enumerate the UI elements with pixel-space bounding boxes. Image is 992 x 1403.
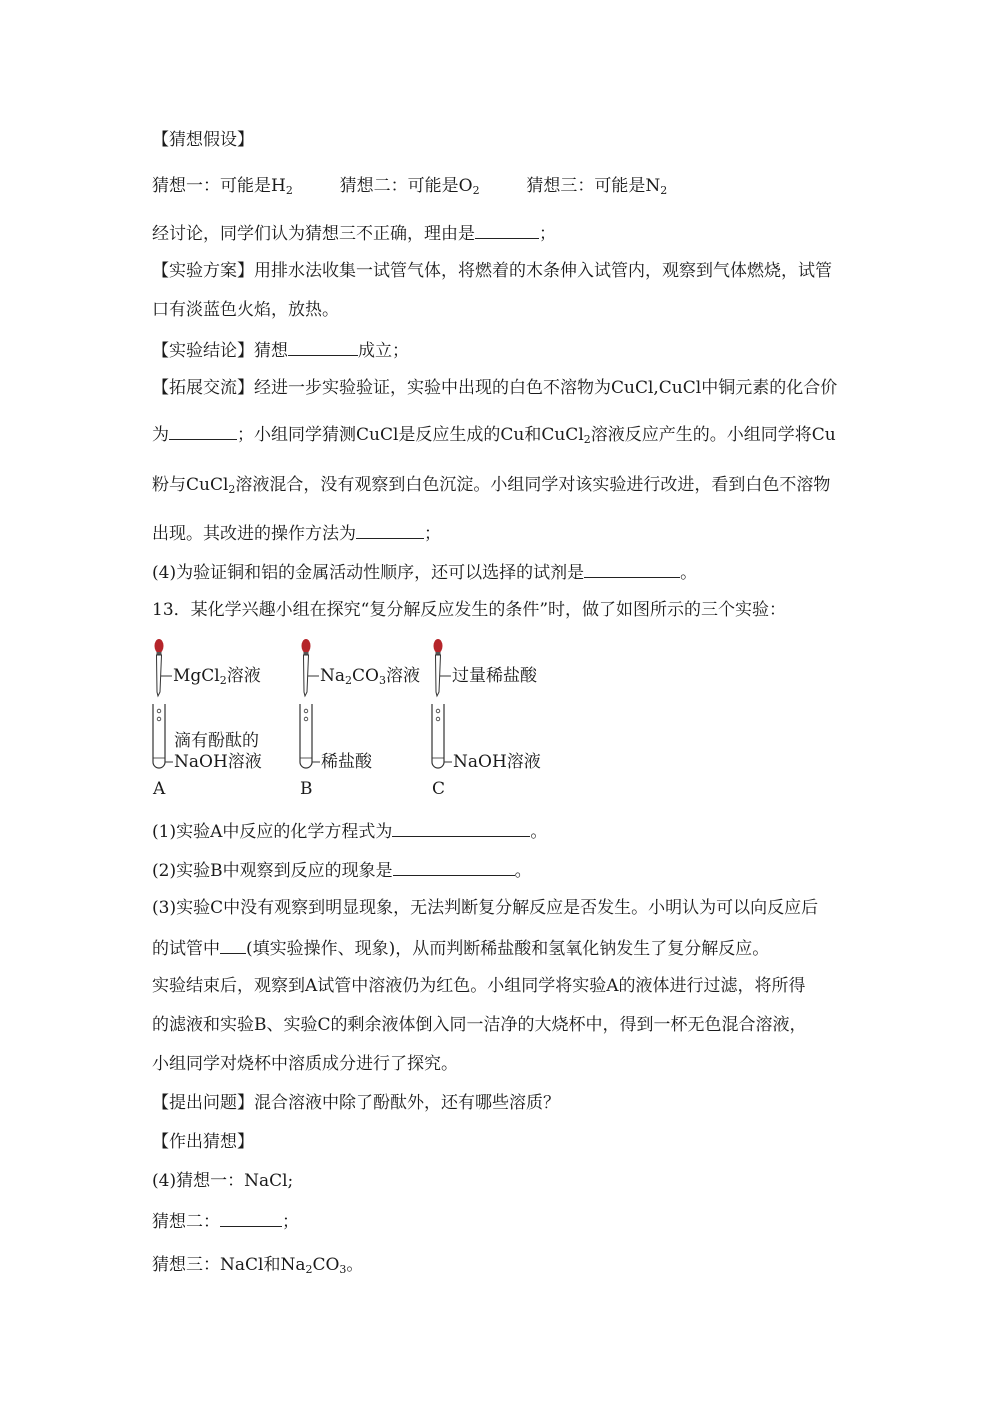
- answer-blank[interactable]: [220, 935, 246, 954]
- answer-blank[interactable]: [356, 520, 424, 539]
- question-3-line-1: [152, 896, 818, 920]
- text: MgCl: [173, 666, 220, 686]
- text: 溶液反应产生的。小组同学将Cu: [590, 425, 836, 445]
- question-13-stem: [152, 598, 786, 622]
- formula-o: O: [458, 176, 473, 196]
- text: 过量稀盐酸: [452, 666, 537, 686]
- raise-question-line: [152, 1091, 560, 1115]
- text: 猜想三：可能是: [526, 176, 646, 196]
- text: 的滤液和实验B、实验C的剩余液体倒入同一洁净的大烧杯中，得到一杯无色混合溶液，: [152, 1015, 807, 1035]
- text: Na: [320, 666, 346, 686]
- answer-blank[interactable]: [169, 421, 237, 440]
- hypothesis-1-line: [152, 1169, 293, 1193]
- dropper-c: [434, 639, 452, 696]
- text: 猜想二：可能是: [339, 176, 459, 196]
- text: (2)实验B中观察到反应的现象是: [152, 861, 393, 881]
- test-tube-c: [432, 704, 452, 768]
- subscript: 2: [219, 674, 227, 687]
- text: CO: [352, 666, 379, 686]
- text: CO: [312, 1255, 340, 1275]
- dropper-a: [155, 639, 173, 696]
- text: C: [432, 779, 446, 799]
- text: 溶液: [385, 666, 420, 686]
- text: 。: [514, 861, 532, 881]
- text: 粉与CuCl: [152, 475, 229, 495]
- question-2-line: [152, 857, 532, 883]
- tube-a-label-2: [174, 752, 262, 772]
- text: (填实验操作、现象)，从而判断稀盐酸和氢氧化钠发生了复分解反应。: [246, 939, 770, 959]
- question-4-line: [152, 559, 697, 585]
- text: ；: [282, 1212, 299, 1232]
- subscript: 2: [660, 184, 668, 197]
- answer-blank[interactable]: [220, 1208, 282, 1227]
- text: 小组同学对烧杯中溶质成分进行了探究。: [152, 1054, 458, 1074]
- subscript: 2: [305, 1263, 313, 1276]
- subscript: 2: [583, 433, 591, 446]
- text: ；小组同学猜测CuCl是反应生成的Cu和CuCl: [237, 425, 584, 445]
- tube-a-label-1: [174, 731, 259, 751]
- text: 【作出猜想】: [152, 1132, 254, 1152]
- paragraph-line-3: [152, 1052, 458, 1076]
- text: 【拓展交流】经进一步实验验证，实验中出现的白色不溶物为CuCl,CuCl中铜元素的化合价: [152, 378, 838, 398]
- answer-blank[interactable]: [393, 857, 515, 876]
- text: 。: [680, 563, 698, 583]
- text: 溶液混合，没有观察到白色沉淀。小组同学对该实验进行改进，看到白色不溶物: [235, 475, 831, 495]
- experiment-plan-line-1: [152, 259, 832, 283]
- dropper-b-label: [320, 666, 420, 686]
- text: 【实验结论】猜想: [152, 341, 288, 361]
- paragraph-line-1: [152, 974, 806, 998]
- experiment-drawing: [150, 634, 570, 804]
- subscript: 3: [378, 674, 386, 687]
- extension-line-3: [152, 473, 830, 497]
- extension-line-4: [152, 520, 441, 546]
- subscript: 2: [472, 184, 480, 197]
- test-tube-a: [153, 704, 173, 768]
- text: 溶液: [226, 666, 261, 686]
- text: 【实验方案】用排水法收集一试管气体，将燃着的木条伸入试管内，观察到气体燃烧，试管: [152, 261, 832, 281]
- section-heading-hypothesis: [152, 128, 254, 152]
- text: (4)为验证铜和铝的金属活动性顺序，还可以选择的试剂是: [152, 563, 585, 583]
- formula-h: H: [271, 176, 286, 196]
- question-1-line: [152, 818, 547, 844]
- text: 口有淡蓝色火焰，放热。: [152, 300, 339, 320]
- answer-blank[interactable]: [584, 559, 680, 578]
- text: 。: [530, 822, 548, 842]
- text: 出现。其改进的操作方法为: [152, 524, 356, 544]
- text: 猜想三：NaCl和Na: [152, 1255, 306, 1275]
- extension-line-2: [152, 421, 836, 447]
- text: 成立；: [358, 341, 409, 361]
- make-hypothesis-heading: [152, 1130, 254, 1154]
- hypotheses-line: [152, 174, 667, 198]
- subscript: 2: [228, 483, 236, 496]
- question-3-line-2: [152, 935, 769, 961]
- text: A: [153, 779, 166, 799]
- dropper-a-label: [173, 666, 261, 686]
- text: 滴有酚酞的: [174, 731, 259, 751]
- test-tube-b: [300, 704, 320, 768]
- tube-c-label: [453, 752, 541, 772]
- text: 猜想一：可能是: [152, 176, 271, 196]
- text: 稀盐酸: [321, 752, 372, 772]
- text: (1)实验A中反应的化学方程式为: [152, 822, 393, 842]
- text: 猜想二：: [152, 1212, 220, 1232]
- text: 实验结束后，观察到A试管中溶液仍为红色。小组同学将实验A的液体进行过滤，将所得: [152, 976, 806, 996]
- extension-line-1: [152, 376, 837, 400]
- dropper-c-label: [452, 666, 537, 686]
- text: 13．某化学兴趣小组在探究“复分解反应发生的条件”时，做了如图所示的三个实验：: [152, 600, 787, 620]
- label-a: [153, 779, 165, 799]
- text: B: [300, 779, 313, 799]
- answer-blank[interactable]: [392, 818, 530, 837]
- experiment-plan-line-2: [152, 298, 339, 322]
- text: 。: [346, 1255, 364, 1275]
- paragraph-line-2: [152, 1013, 807, 1037]
- text: NaOH溶液: [453, 752, 541, 772]
- answer-blank[interactable]: [475, 220, 539, 239]
- formula-n: N: [645, 176, 661, 196]
- text: 【提出问题】混合溶液中除了酚酞外，还有哪些溶质？: [152, 1093, 560, 1113]
- dropper-b: [302, 639, 320, 696]
- label-c: [432, 779, 445, 799]
- subscript: 2: [345, 674, 353, 687]
- subscript: 2: [285, 184, 293, 197]
- experiment-figure: [150, 634, 570, 804]
- text: (4)猜想一：NaCl;: [152, 1171, 294, 1191]
- answer-blank[interactable]: [288, 337, 358, 356]
- text: 经讨论，同学们认为猜想三不正确，理由是: [152, 224, 475, 244]
- conclusion-line: [152, 337, 409, 363]
- text: 为: [152, 425, 169, 445]
- discussion-line: [152, 220, 556, 246]
- text: ；: [424, 524, 441, 544]
- text: 【猜想假设】: [152, 130, 254, 150]
- text: 的试管中: [152, 939, 220, 959]
- subscript: 3: [339, 1263, 347, 1276]
- text: NaOH溶液: [174, 752, 262, 772]
- hypothesis-3-line: [152, 1253, 363, 1277]
- tube-b-label: [321, 752, 372, 772]
- hypothesis-2-line: [152, 1208, 299, 1234]
- text: ；: [539, 224, 556, 244]
- text: (3)实验C中没有观察到明显现象，无法判断复分解反应是否发生。小明认为可以向反应后: [152, 898, 819, 918]
- label-b: [300, 779, 313, 799]
